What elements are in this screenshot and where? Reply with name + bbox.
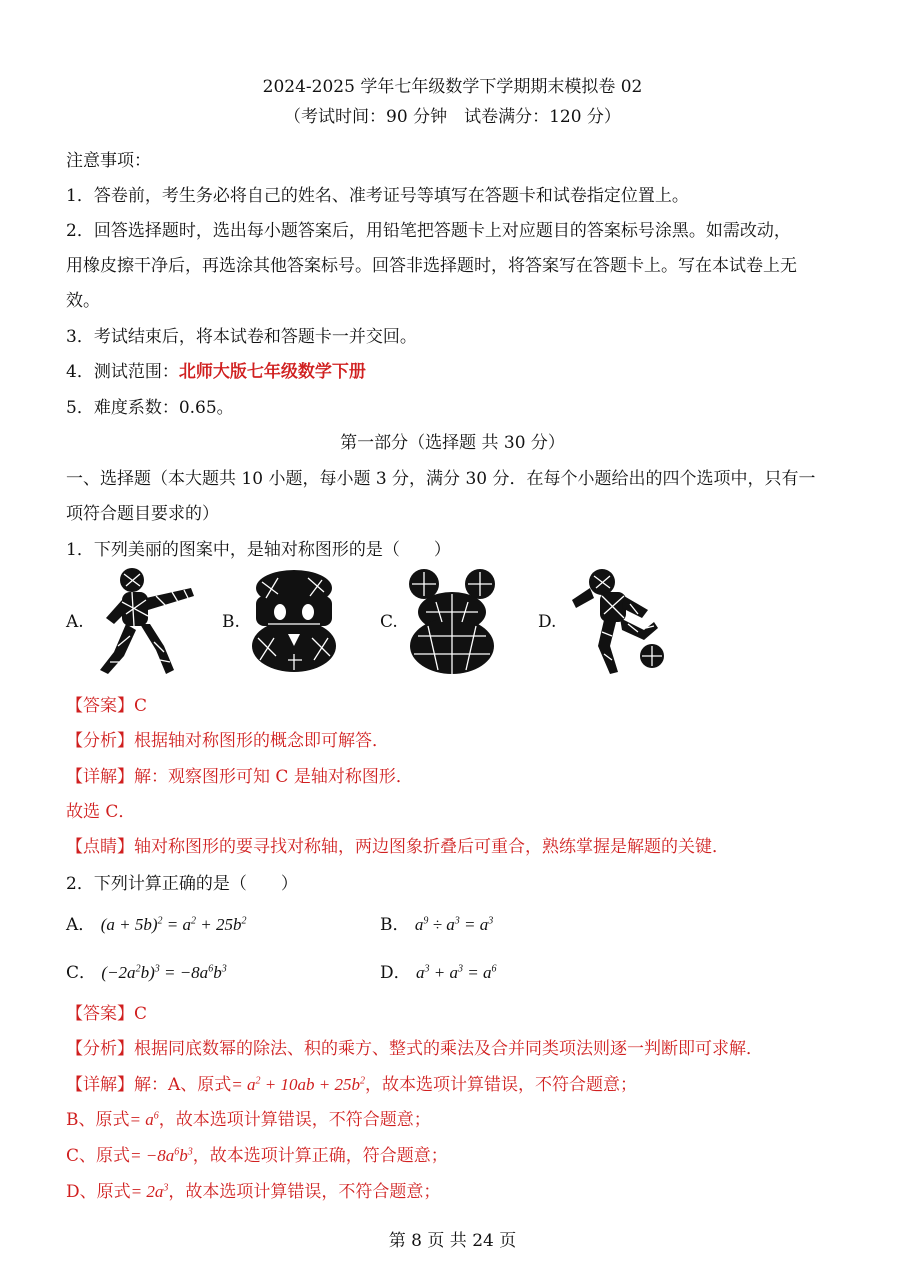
q2-option-c-label: C． (66, 963, 97, 983)
q1-figure-c (406, 566, 498, 676)
q1-answer: 【答案】C (66, 696, 148, 716)
q1-option-a-label: A. (66, 612, 84, 632)
note-2-line-1: 2．回答选择题时，选出每小题答案后，用铅笔把答题卡上对应题目的答案标号涂黑。如需改动， (66, 221, 791, 241)
note-4-scope: 北师大版七年级数学下册 (178, 362, 366, 382)
q2-option-d (380, 958, 497, 983)
q2-option-a-expression: $(a + 5b)^2 = a^2 + 25b^2$ (100, 915, 247, 934)
note-5: 5．难度系数：0.65。 (66, 398, 234, 418)
q2-detail-d-suffix: ，故本选项计算错误，不符合题意； (168, 1182, 441, 1202)
q1-choose: 故选 C． (66, 802, 136, 822)
q1-comment: 【点睛】轴对称图形的要寻找对称轴，两边图象折叠后可重合，熟练掌握是解题的关键． (66, 837, 729, 857)
q2-detail-d (66, 1177, 845, 1202)
q2-detail-d-prefix: D、原式 (66, 1182, 131, 1202)
q2-detail-b-prefix: B、原式 (66, 1110, 130, 1130)
q2-detail-c (66, 1141, 845, 1166)
note-2-line-3: 效。 (66, 291, 100, 311)
question-2-stem: 2．下列计算正确的是（ ） (66, 874, 298, 894)
section-heading-line-2: 项符合题目要求的） (66, 504, 219, 524)
q2-analysis: 【分析】根据同底数幂的除法、积的乘方、整式的乘法及合并同类项法则逐一判断即可求解． (66, 1039, 763, 1059)
q2-option-d-expression: $a^3 + a^3 = a^6$ (416, 963, 497, 982)
q2-detail-c-expression: = $-8a^6b^3$ (130, 1146, 193, 1165)
q2-detail-a-suffix: ，故本选项计算错误，不符合题意； (364, 1075, 637, 1095)
q2-option-c (66, 958, 227, 983)
part-one-title: 第一部分（选择题 共 30 分） (340, 433, 565, 453)
note-2-line-2: 用橡皮擦干净后，再选涂其他答案标号。回答非选择题时，将答案写在答题卡上。写在本试卷上无 (66, 256, 797, 276)
q1-figure-d (568, 566, 674, 676)
q1-option-b-label: B. (222, 612, 240, 632)
q2-option-b-label: B． (380, 915, 410, 935)
note-1: 1．答卷前，考生务必将自己的姓名、准考证号等填写在答题卡和试卷指定位置上。 (66, 186, 689, 206)
section-heading-line-1: 一、选择题（本大题共 10 小题，每小题 3 分，满分 30 分．在每个小题给出的四个选项中，只有一 (66, 469, 816, 489)
q2-detail-d-expression: = $2a^3$ (130, 1182, 169, 1201)
note-3: 3．考试结束后，将本试卷和答题卡一并交回。 (66, 327, 417, 347)
q2-detail-c-prefix: C、原式 (66, 1146, 131, 1166)
q2-detail-a-prefix: 【详解】解：A、原式 (66, 1075, 232, 1095)
q2-answer: 【答案】C (66, 1004, 148, 1024)
q2-option-b-expression: $a^9 \div a^3 = a^3$ (414, 915, 494, 934)
notes-heading: 注意事项： (66, 151, 151, 171)
q2-option-b (380, 910, 493, 935)
q1-figure-b (248, 568, 340, 674)
page-footer: 第 8 页 共 24 页 (388, 1231, 517, 1251)
q2-detail-b (66, 1105, 845, 1130)
q2-detail-b-expression: = $a^6$ (129, 1110, 159, 1129)
q1-detail: 【详解】解：观察图形可知 C 是轴对称图形． (66, 767, 413, 787)
question-1-stem: 1．下列美丽的图案中，是轴对称图形的是（ ） (66, 540, 451, 560)
page-title: 2024-2025 学年七年级数学下学期期末模拟卷 02 (262, 77, 643, 97)
page-subtitle: （考试时间：90 分钟 试卷满分：120 分） (284, 107, 621, 127)
q1-figure-a (96, 566, 196, 676)
q1-analysis: 【分析】根据轴对称图形的概念即可解答． (66, 731, 389, 751)
note-4 (66, 357, 845, 382)
q1-option-c-label: C. (380, 612, 398, 632)
q2-detail-a (66, 1070, 845, 1095)
q2-option-c-expression: $(-2a^2b)^3 = -8a^6b^3$ (101, 963, 227, 982)
q2-option-a-label: A． (66, 915, 96, 935)
q2-option-a (66, 910, 246, 935)
q2-detail-c-suffix: ，故本选项计算正确，符合题意； (192, 1146, 448, 1166)
note-4-label: 4．测试范围： (66, 362, 179, 382)
q2-detail-a-expression: = $a^2 + 10ab + 25b^2$ (231, 1075, 365, 1094)
q1-option-d-label: D. (538, 612, 557, 632)
q2-option-d-label: D． (380, 963, 411, 983)
q2-detail-b-suffix: ，故本选项计算错误，不符合题意； (158, 1110, 431, 1130)
